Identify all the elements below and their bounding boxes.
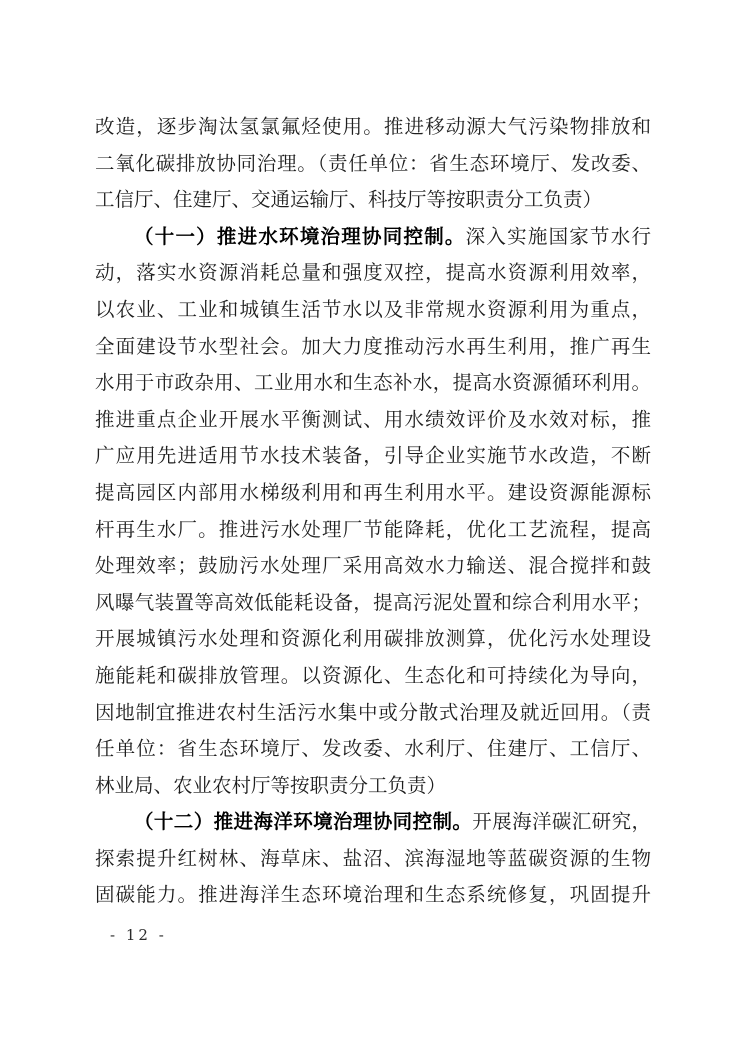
text-line <box>95 329 651 366</box>
line-text: 改造，逐步淘汰氢氯氟烃使用。推进移动源大气污染物排放和 <box>95 115 651 138</box>
section-12-heading-text: （十二）推进海洋环境治理协同控制。 <box>134 810 473 834</box>
line-text: 水用于市政杂用、工业用水和生态补水，提高水资源循环利用。 <box>95 371 651 395</box>
line-text: 因地制宜推进农村生活污水集中或分散式治理及就近回用。（责 <box>95 700 651 724</box>
text-line <box>95 548 651 585</box>
line-text: 风曝气装置等高效低能耗设备，提高污泥处置和综合利用水平； <box>95 590 651 614</box>
text-line <box>95 365 651 402</box>
text-line <box>95 182 651 219</box>
line-text: 杆再生水厂。推进污水处理厂节能降耗，优化工艺流程，提高 <box>95 517 651 541</box>
line-text: 动，落实水资源消耗总量和强度双控，提高水资源利用效率， <box>95 261 651 285</box>
line-text: 林业局、农业农村厅等按职责分工负责） <box>95 773 447 797</box>
text-line <box>95 475 651 512</box>
text-line <box>95 512 651 549</box>
text-line <box>95 658 651 695</box>
line-text: 二氧化碳排放协同治理。（责任单位：省生态环境厅、发改委、 <box>95 151 651 175</box>
text-line <box>95 438 651 475</box>
text-line <box>95 621 651 658</box>
line-text: 探索提升红树林、海草床、盐沼、滨海湿地等蓝碳资源的生物 <box>95 846 651 870</box>
text-line <box>95 731 651 768</box>
line-text: 开展海洋碳汇研究， <box>472 810 651 834</box>
text-line <box>95 255 651 292</box>
text-line <box>95 768 651 805</box>
text-line <box>95 877 651 914</box>
text-line <box>95 146 651 183</box>
line-text: 施能耗和碳排放管理。以资源化、生态化和可持续化为导向， <box>95 663 651 687</box>
line-text: 提高园区内部用水梯级利用和再生利用水平。建设资源能源标 <box>95 480 651 504</box>
line-text: 深入实施国家节水行 <box>465 224 651 248</box>
line-text: 以农业、工业和城镇生活节水以及非常规水资源利用为重点， <box>95 297 651 321</box>
line-text: 广应用先进适用节水技术装备，引导企业实施节水改造，不断 <box>95 444 651 468</box>
page-number: - 12 - <box>110 926 167 944</box>
line-text: 任单位：省生态环境厅、发改委、水利厅、住建厅、工信厅、 <box>95 737 651 761</box>
text-line <box>95 292 651 329</box>
line-text: 处理效率；鼓励污水处理厂采用高效水力输送、混合搅拌和鼓 <box>95 554 651 578</box>
text-line <box>95 841 651 878</box>
line-text: 全面建设节水型社会。加大力度推动污水再生利用，推广再生 <box>95 334 651 358</box>
line-text: 开展城镇污水处理和资源化利用碳排放测算，优化污水处理设 <box>95 627 651 651</box>
text-line <box>95 109 651 146</box>
text-line-section-11-heading <box>95 219 651 256</box>
line-text: 工信厅、住建厅、交通运输厅、科技厅等按职责分工负责） <box>95 188 603 212</box>
document-body <box>95 109 651 914</box>
line-text: 固碳能力。推进海洋生态环境治理和生态系统修复，巩固提升 <box>95 883 651 907</box>
line-text: 推进重点企业开展水平衡测试、用水绩效评价及水效对标，推 <box>95 407 651 431</box>
text-line <box>95 402 651 439</box>
text-line-section-12-heading <box>95 804 651 841</box>
text-line <box>95 695 651 732</box>
text-line <box>95 585 651 622</box>
section-11-heading-text: （十一）推进水环境治理协同控制。 <box>134 224 466 248</box>
